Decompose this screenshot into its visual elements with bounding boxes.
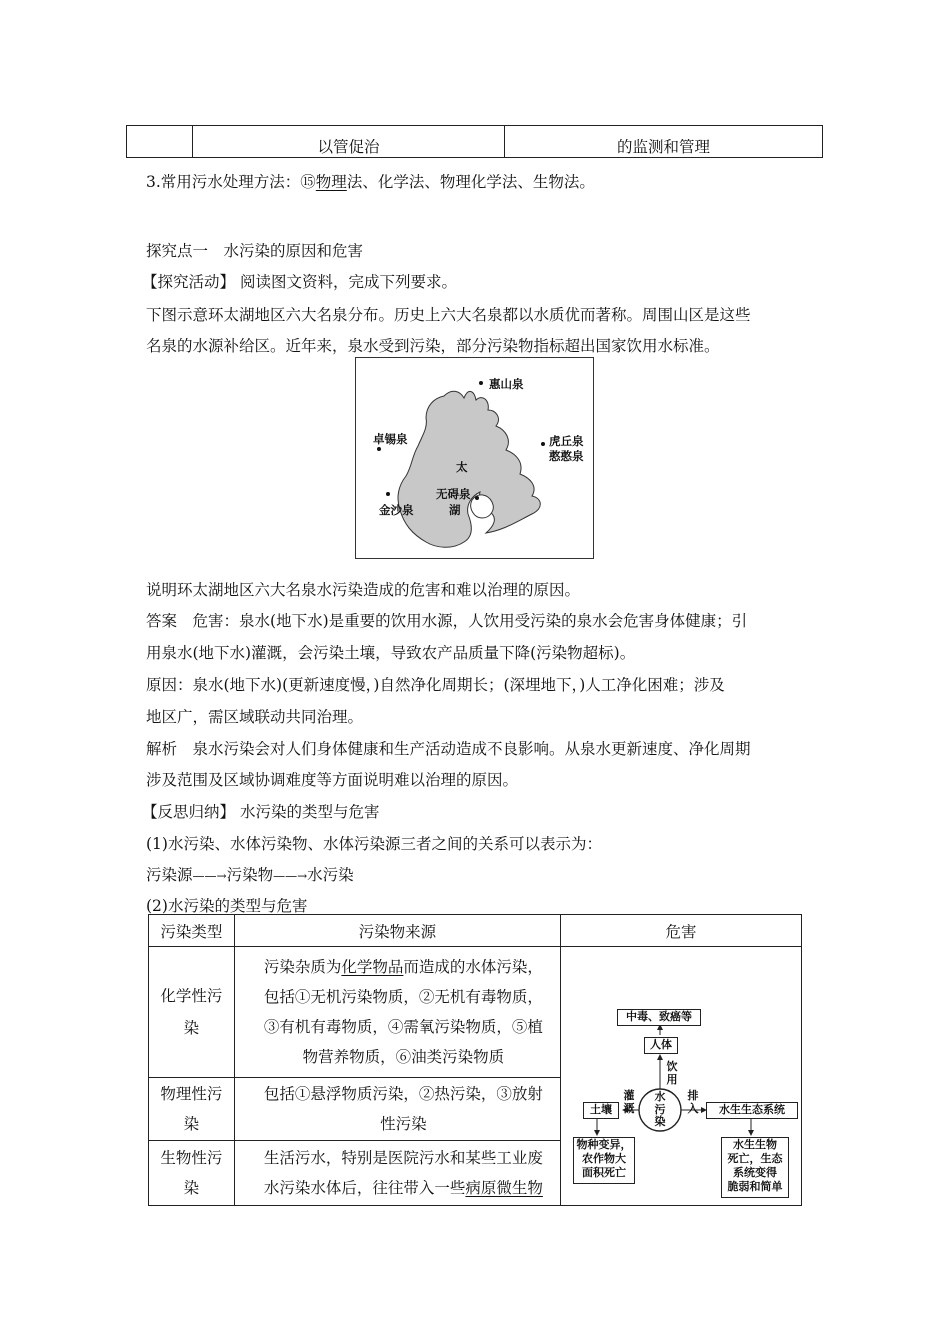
type-biological <box>149 1141 235 1206</box>
type-physical <box>149 1077 235 1141</box>
activity-tag: 【探究活动】 <box>142 273 236 291</box>
type-chemical <box>149 947 235 1078</box>
activity-line <box>142 272 457 292</box>
source-chemical-l1-post: 而造成的水体污染， <box>403 957 543 976</box>
source-chemical-l2: 包括①无机污染物质，②无机有毒物质， <box>263 987 543 1006</box>
top-table-cell-b: 的监测和管理 <box>505 126 823 158</box>
source-biological-l1: 生活污水，特别是医院污水和某些工业废 <box>263 1149 543 1168</box>
flow-eco-effect-box <box>721 1137 789 1198</box>
source-biological-l2 <box>247 1173 560 1203</box>
analysis-text-1: 泉水污染会对人们身体健康和生产活动造成不良影响。从泉水更新速度、净化周期 <box>192 740 751 758</box>
method-prefix: 3.常用污水处理方法：⑮ <box>146 173 316 191</box>
reflection-tag: 【反思归纳】 <box>142 803 236 821</box>
reflection-text: 水污染的类型与危害 <box>239 803 380 821</box>
zhuoxi-label: 卓锡泉 <box>373 432 408 446</box>
relation-line <box>146 865 354 886</box>
type-biological-l2: 染 <box>183 1179 200 1198</box>
type-physical-l2: 染 <box>183 1114 200 1133</box>
source-biological-l2-ul: 病原微生物 <box>465 1179 543 1198</box>
intro-line-2: 名泉的水源补给区。近年来，泉水受到污染，部分污染物指标超出国家饮用水标准。 <box>146 337 720 355</box>
header-type: 污染类型 <box>149 915 235 947</box>
harm-flowchart <box>561 947 801 1205</box>
relation-arrow-1: ——→ <box>192 869 227 883</box>
answer-text-1: 危害：泉水(地下水)是重要的饮用水源，人饮用受污染的泉水会危害身体健康；引 <box>192 612 748 630</box>
jinsha-label: 金沙泉 <box>379 503 414 517</box>
answer-line-1 <box>146 611 747 631</box>
section-title: 探究点一 水污染的原因和危害 <box>146 242 364 260</box>
analysis-line-1 <box>146 739 751 759</box>
answer-line-3: 原因：泉水(地下水)(更新速度慢，)自然净化周期长；(深埋地下，)人工净化困难；涉及 <box>146 676 725 694</box>
tai-label: 太 <box>456 460 468 474</box>
hu-label: 湖 <box>449 503 461 517</box>
source-chemical-l1-pre: 污染杂质为 <box>263 957 342 976</box>
source-chemical <box>234 947 560 1078</box>
pollution-table <box>148 914 802 1206</box>
flow-soil-effect-box <box>573 1137 635 1184</box>
source-chemical-l3: ③有机有毒物质，④需氧污染物质，⑤植 <box>263 1017 543 1036</box>
flow-eco-box: 水生生态系统 <box>706 1102 798 1119</box>
huishan-dot <box>479 381 483 385</box>
taihu-lake <box>398 391 540 547</box>
source-chemical-l1 <box>247 952 560 982</box>
analysis-label: 解析 <box>146 740 178 758</box>
flow-discharge-label: 排入 <box>687 1089 699 1115</box>
hanhan-label: 憨憨泉 <box>549 449 584 463</box>
huishan-label: 惠山泉 <box>489 377 524 391</box>
taihu-map <box>355 357 594 559</box>
zhuoxi-dot <box>377 447 381 451</box>
type-chemical-l2: 染 <box>183 1018 200 1037</box>
answer-label: 答案 <box>146 612 178 630</box>
analysis-line-2: 涉及范围及区域协调难度等方面说明难以治理的原因。 <box>146 771 519 789</box>
item-1: (1)水污染、水体污染物、水体污染源三者之间的关系可以表示为： <box>146 835 602 853</box>
activity-text: 阅读图文资料，完成下列要求。 <box>239 273 457 291</box>
source-biological <box>234 1141 560 1206</box>
flow-center-label: 水污染 <box>654 1090 666 1128</box>
type-chemical-l1: 化学性污 <box>160 986 223 1005</box>
item-2: (2)水污染的类型与危害 <box>146 897 308 915</box>
wuai-label: 无碍泉 <box>436 487 471 501</box>
top-table-empty-cell <box>127 126 193 158</box>
relation-water-pollution: 水污染 <box>307 866 354 884</box>
huqiu-label: 虎丘泉 <box>549 434 584 448</box>
source-physical-l1: 包括①悬浮物质污染，②热污染，③放射 <box>263 1084 543 1103</box>
relation-pollutant: 污染物 <box>226 866 274 884</box>
type-biological-l1: 生物性污 <box>160 1149 223 1168</box>
top-table <box>126 125 823 158</box>
top-table-cell-a: 以管促治 <box>193 126 505 158</box>
method-suffix: 法、化学法、物理化学法、生物法。 <box>346 173 595 191</box>
source-chemical-l1-ul: 化学物品 <box>341 957 404 976</box>
flow-soil-box: 土壤 <box>583 1102 619 1119</box>
type-physical-l1: 物理性污 <box>160 1084 223 1103</box>
method-line <box>146 172 595 192</box>
table-row <box>149 947 802 1078</box>
soil-effect-l2: 农作物大 <box>582 1152 626 1165</box>
source-biological-l2-pre: 水污染水体后，往往带入一些 <box>263 1179 466 1198</box>
flow-irrigate-label: 灌溉 <box>623 1089 635 1115</box>
question: 说明环太湖地区六大名泉水污染造成的危害和难以治理的原因。 <box>146 581 581 599</box>
soil-effect-l3: 面积死亡 <box>582 1166 626 1179</box>
source-physical-l2: 性污染 <box>380 1114 427 1133</box>
eco-effect-l4: 脆弱和简单 <box>727 1180 783 1193</box>
relation-source: 污染源 <box>146 866 193 884</box>
huqiu-dot <box>541 442 545 446</box>
header-harm: 危害 <box>561 915 802 947</box>
reflection-line <box>142 802 379 822</box>
harm-flowchart-cell <box>561 947 802 1206</box>
jinsha-dot <box>386 492 390 496</box>
soil-effect-l1: 物种变异， <box>576 1138 632 1151</box>
flow-drink-label: 饮用 <box>666 1060 678 1086</box>
flow-person-box: 人体 <box>644 1037 678 1054</box>
source-physical <box>234 1077 560 1141</box>
eco-effect-l1: 水生生物 <box>733 1138 777 1151</box>
relation-arrow-2: ——→ <box>273 869 308 883</box>
method-underlined: 物理 <box>315 173 347 191</box>
wuai-dot <box>475 496 479 500</box>
header-source: 污染物来源 <box>234 915 560 947</box>
answer-line-2: 用泉水(地下水)灌溉，会污染土壤，导致农产品质量下降(污染物超标)。 <box>146 644 636 662</box>
flow-top-box: 中毒、致癌等 <box>617 1009 701 1026</box>
source-chemical-l4: 物营养物质，⑥油类污染物质 <box>302 1047 505 1066</box>
eco-effect-l3: 系统变得 <box>733 1166 777 1179</box>
intro-line-1: 下图示意环太湖地区六大名泉分布。历史上六大名泉都以水质优而著称。周围山区是这些 <box>146 306 751 324</box>
eco-effect-l2: 死亡，生态 <box>727 1152 783 1165</box>
answer-line-4: 地区广，需区域联动共同治理。 <box>146 708 364 726</box>
